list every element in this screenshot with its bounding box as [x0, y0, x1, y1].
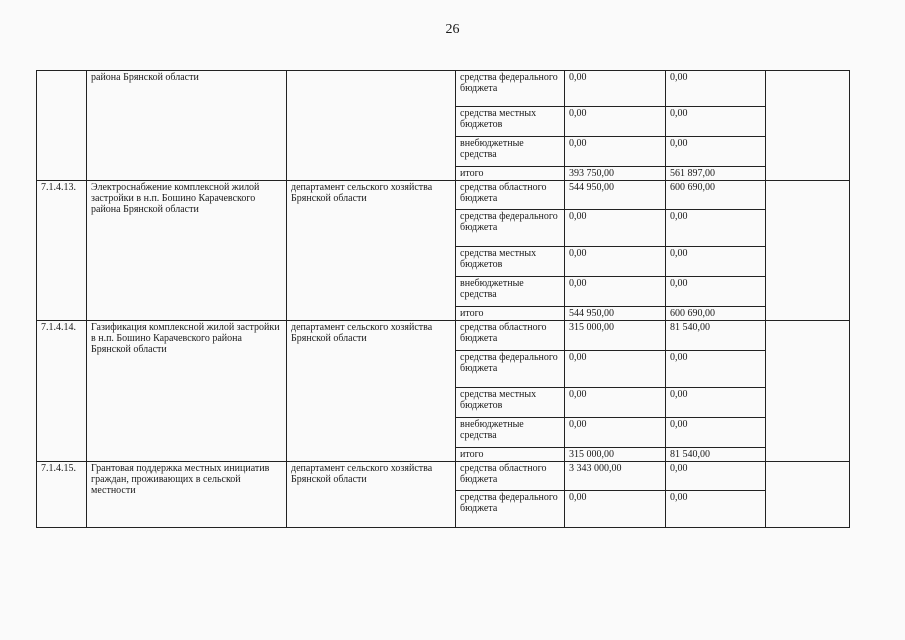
amount-cell: 0,00 [666, 71, 766, 107]
item-executor-cell [287, 71, 456, 181]
amount-cell: 0,00 [666, 418, 766, 448]
funding-source-cell: средства областного бюджета [456, 321, 565, 351]
funding-source-cell: средства местных бюджетов [456, 107, 565, 137]
funding-source-cell: итого [456, 167, 565, 181]
amount-cell: 0,00 [666, 137, 766, 167]
amount-cell: 0,00 [666, 210, 766, 247]
amount-cell: 0,00 [565, 418, 666, 448]
amount-cell: 0,00 [666, 351, 766, 388]
funding-source-cell: итого [456, 307, 565, 321]
item-name-cell: Газификация комплексной жилой застройки в н.п. Бошино Карачевского района Брянской области [87, 321, 287, 462]
item-code-cell: 7.1.4.15. [37, 462, 87, 528]
amount-cell: 0,00 [666, 388, 766, 418]
item-name-cell: района Брянской области [87, 71, 287, 181]
table-row [37, 71, 850, 107]
amount-cell: 600 690,00 [666, 307, 766, 321]
item-name-cell: Электроснабжение комплексной жилой застройки в н.п. Бошино Карачевского района Брянской области [87, 181, 287, 321]
funding-source-cell: внебюджетные средства [456, 137, 565, 167]
funding-source-cell: средства федерального бюджета [456, 71, 565, 107]
table-row [37, 462, 850, 491]
amount-cell: 0,00 [666, 107, 766, 137]
funding-source-cell: итого [456, 448, 565, 462]
amount-cell: 0,00 [565, 137, 666, 167]
amount-cell: 0,00 [666, 247, 766, 277]
amount-cell: 0,00 [565, 388, 666, 418]
amount-cell: 0,00 [666, 462, 766, 491]
amount-cell: 0,00 [565, 277, 666, 307]
amount-cell: 315 000,00 [565, 321, 666, 351]
empty-cell [766, 71, 850, 181]
amount-cell: 81 540,00 [666, 448, 766, 462]
amount-cell: 544 950,00 [565, 181, 666, 210]
funding-source-cell: средства областного бюджета [456, 181, 565, 210]
empty-cell [766, 321, 850, 462]
item-name-cell: Грантовая поддержка местных инициатив граждан, проживающих в сельской местности [87, 462, 287, 528]
funding-source-cell: средства федерального бюджета [456, 491, 565, 528]
funding-source-cell: средства федерального бюджета [456, 351, 565, 388]
amount-cell: 0,00 [565, 351, 666, 388]
amount-cell: 315 000,00 [565, 448, 666, 462]
item-code-cell: 7.1.4.13. [37, 181, 87, 321]
amount-cell: 393 750,00 [565, 167, 666, 181]
item-code-cell: 7.1.4.14. [37, 321, 87, 462]
amount-cell: 544 950,00 [565, 307, 666, 321]
item-executor-cell: департамент сельского хозяйства Брянской области [287, 321, 456, 462]
empty-cell [766, 462, 850, 528]
amount-cell: 561 897,00 [666, 167, 766, 181]
funding-source-cell: средства областного бюджета [456, 462, 565, 491]
funding-source-cell: средства местных бюджетов [456, 247, 565, 277]
table-row [37, 321, 850, 351]
amount-cell: 81 540,00 [666, 321, 766, 351]
funding-source-cell: внебюджетные средства [456, 418, 565, 448]
funding-source-cell: средства федерального бюджета [456, 210, 565, 247]
item-executor-cell: департамент сельского хозяйства Брянской области [287, 181, 456, 321]
empty-cell [766, 181, 850, 321]
amount-cell: 0,00 [565, 210, 666, 247]
amount-cell: 0,00 [565, 247, 666, 277]
funding-source-cell: средства местных бюджетов [456, 388, 565, 418]
budget-table [36, 70, 850, 528]
table-row [37, 181, 850, 210]
funding-source-cell: внебюджетные средства [456, 277, 565, 307]
page-number: 26 [445, 22, 460, 37]
amount-cell: 600 690,00 [666, 181, 766, 210]
amount-cell: 3 343 000,00 [565, 462, 666, 491]
amount-cell: 0,00 [666, 277, 766, 307]
item-executor-cell: департамент сельского хозяйства Брянской области [287, 462, 456, 528]
amount-cell: 0,00 [565, 107, 666, 137]
amount-cell: 0,00 [565, 71, 666, 107]
amount-cell: 0,00 [565, 491, 666, 528]
item-code-cell [37, 71, 87, 181]
amount-cell: 0,00 [666, 491, 766, 528]
